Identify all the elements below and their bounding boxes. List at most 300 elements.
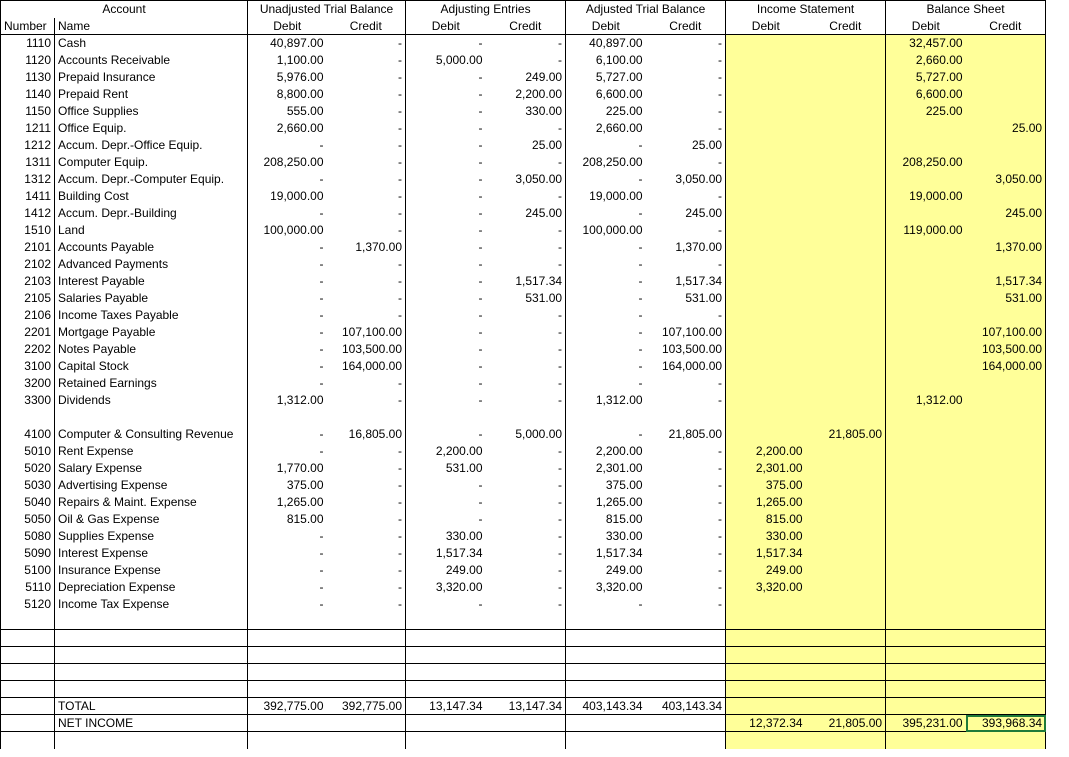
utb-debit-cell[interactable]: 1,770.00 [276, 461, 324, 475]
adj-credit-cell[interactable]: - [486, 120, 566, 137]
atb-credit-cell[interactable]: 164,000.00 [646, 358, 726, 375]
account-name-cell[interactable]: Accounts Receivable [55, 52, 248, 69]
adj-debit-cell[interactable]: - [478, 376, 483, 390]
account-number-cell[interactable]: 1411 [1, 188, 55, 205]
adj-credit-cell[interactable] [486, 715, 566, 732]
adj-credit-cell[interactable] [486, 630, 566, 647]
utb-debit-cell[interactable]: - [319, 172, 324, 186]
adj-credit-cell[interactable]: - [486, 154, 566, 171]
adj-debit-cell[interactable]: - [478, 325, 483, 339]
account-number-cell[interactable]: 1130 [1, 69, 55, 86]
adj-debit-cell[interactable]: 330.00 [445, 529, 483, 543]
utb-debit-cell[interactable] [248, 681, 327, 698]
atb-credit-cell[interactable]: - [646, 511, 726, 528]
bs-credit-cell[interactable] [966, 69, 1046, 86]
utb-credit-cell[interactable]: - [327, 528, 406, 545]
adj-credit-cell[interactable]: 3,050.00 [486, 171, 566, 188]
adj-credit-cell[interactable]: - [486, 443, 566, 460]
bs-debit-cell[interactable]: 208,250.00 [886, 154, 966, 171]
header-is-debit[interactable]: Debit [726, 18, 806, 35]
account-number-cell[interactable]: 5080 [1, 528, 55, 545]
adj-credit-cell[interactable]: 1,517.34 [486, 273, 566, 290]
header-adj-debit[interactable]: Debit [406, 18, 486, 35]
bs-credit-cell[interactable] [966, 86, 1046, 103]
utb-debit-cell[interactable]: 19,000.00 [270, 189, 324, 203]
account-name-cell[interactable]: Advertising Expense [55, 477, 248, 494]
adj-debit-cell[interactable]: 13,147.34 [406, 698, 486, 715]
account-number-cell[interactable]: 3300 [1, 392, 55, 409]
bs-credit-cell[interactable] [966, 545, 1046, 562]
atb-debit-cell[interactable] [566, 681, 646, 698]
utb-credit-cell[interactable]: - [327, 460, 406, 477]
bs-debit-cell[interactable] [886, 647, 966, 664]
is-debit-cell[interactable] [726, 86, 806, 103]
atb-debit-cell[interactable]: - [638, 274, 643, 288]
is-debit-cell[interactable] [726, 103, 806, 120]
adj-credit-cell[interactable]: - [486, 324, 566, 341]
atb-credit-cell[interactable]: - [646, 256, 726, 273]
atb-credit-cell[interactable]: - [646, 494, 726, 511]
account-number-cell[interactable] [1, 732, 55, 749]
adj-credit-cell[interactable]: - [486, 358, 566, 375]
total-label[interactable]: TOTAL [55, 698, 248, 715]
adj-credit-cell[interactable]: 5,000.00 [486, 426, 566, 443]
adj-credit-cell[interactable] [486, 681, 566, 698]
bs-debit-cell[interactable]: 5,727.00 [886, 69, 966, 86]
bs-credit-cell[interactable] [966, 137, 1046, 154]
is-debit-cell[interactable] [726, 596, 806, 613]
atb-debit-cell[interactable] [566, 732, 646, 749]
account-number-cell[interactable] [1, 715, 55, 732]
header-adj-credit[interactable]: Credit [486, 18, 566, 35]
account-number-cell[interactable]: 1150 [1, 103, 55, 120]
adj-credit-cell[interactable]: - [486, 375, 566, 392]
utb-credit-cell[interactable]: - [327, 307, 406, 324]
account-number-cell[interactable]: 5030 [1, 477, 55, 494]
atb-debit-cell[interactable]: - [638, 291, 643, 305]
adj-credit-cell[interactable]: - [486, 528, 566, 545]
adj-debit-cell[interactable] [406, 613, 486, 630]
account-number-cell[interactable]: 1212 [1, 137, 55, 154]
is-credit-cell[interactable] [806, 154, 886, 171]
atb-debit-cell[interactable]: 208,250.00 [582, 155, 643, 169]
is-credit-cell[interactable] [806, 698, 886, 715]
bs-credit-cell[interactable] [966, 579, 1046, 596]
utb-debit-cell[interactable]: - [319, 580, 324, 594]
is-credit-cell[interactable] [806, 732, 886, 749]
atb-debit-cell[interactable]: - [638, 325, 643, 339]
is-debit-cell[interactable] [726, 409, 806, 426]
is-credit-cell[interactable] [806, 647, 886, 664]
bs-debit-cell[interactable] [886, 443, 966, 460]
is-debit-cell[interactable] [726, 205, 806, 222]
adj-credit-cell[interactable] [486, 613, 566, 630]
bs-debit-cell[interactable]: 119,000.00 [886, 222, 966, 239]
is-credit-cell[interactable] [806, 358, 886, 375]
account-name-cell[interactable]: Advanced Payments [55, 256, 248, 273]
utb-credit-cell[interactable]: - [327, 103, 406, 120]
bs-credit-cell[interactable]: 107,100.00 [966, 324, 1046, 341]
utb-debit-cell[interactable]: 8,800.00 [276, 87, 324, 101]
account-number-cell[interactable]: 5100 [1, 562, 55, 579]
adj-debit-cell[interactable]: - [478, 291, 483, 305]
is-debit-cell[interactable] [726, 154, 806, 171]
adj-credit-cell[interactable]: - [486, 239, 566, 256]
utb-credit-cell[interactable] [327, 409, 406, 426]
atb-debit-cell[interactable]: 1,312.00 [595, 393, 643, 407]
account-name-cell[interactable]: Cash [55, 35, 248, 52]
account-number-cell[interactable] [1, 409, 55, 426]
is-credit-cell[interactable] [806, 86, 886, 103]
header-balance-sheet[interactable]: Balance Sheet [886, 1, 1046, 18]
header-utb-debit[interactable]: Debit [248, 18, 327, 35]
atb-credit-cell[interactable]: - [646, 35, 726, 52]
utb-debit-cell[interactable] [248, 409, 327, 426]
bs-debit-cell[interactable] [886, 562, 966, 579]
atb-credit-cell[interactable]: - [646, 477, 726, 494]
header-number[interactable]: Number [1, 18, 55, 35]
utb-credit-cell[interactable] [327, 613, 406, 630]
utb-credit-cell[interactable] [327, 732, 406, 749]
atb-debit-cell[interactable]: 403,143.34 [566, 698, 646, 715]
adj-credit-cell[interactable]: 330.00 [486, 103, 566, 120]
is-debit-cell[interactable] [726, 358, 806, 375]
account-name-cell[interactable]: Capital Stock [55, 358, 248, 375]
account-name-cell[interactable]: Salaries Payable [55, 290, 248, 307]
adj-debit-cell[interactable]: - [478, 495, 483, 509]
account-name-cell[interactable]: Notes Payable [55, 341, 248, 358]
adj-credit-cell[interactable] [486, 732, 566, 749]
adj-debit-cell[interactable]: - [478, 206, 483, 220]
account-name-cell[interactable]: Prepaid Insurance [55, 69, 248, 86]
bs-debit-cell[interactable]: 19,000.00 [886, 188, 966, 205]
bs-debit-cell[interactable] [886, 290, 966, 307]
is-credit-cell[interactable] [806, 137, 886, 154]
utb-debit-cell[interactable] [248, 715, 327, 732]
header-account[interactable]: Account [1, 1, 248, 18]
bs-debit-cell[interactable] [886, 358, 966, 375]
is-credit-cell[interactable] [806, 52, 886, 69]
account-number-cell[interactable] [1, 630, 55, 647]
bs-credit-cell[interactable] [966, 528, 1046, 545]
bs-credit-cell[interactable] [966, 103, 1046, 120]
is-debit-cell[interactable] [726, 188, 806, 205]
is-credit-cell[interactable] [806, 528, 886, 545]
bs-debit-cell[interactable] [886, 681, 966, 698]
atb-debit-cell[interactable] [566, 664, 646, 681]
account-number-cell[interactable]: 1120 [1, 52, 55, 69]
atb-credit-cell[interactable]: - [646, 307, 726, 324]
adj-debit-cell[interactable]: - [478, 308, 483, 322]
utb-credit-cell[interactable]: - [327, 562, 406, 579]
utb-credit-cell[interactable]: - [327, 120, 406, 137]
atb-debit-cell[interactable] [566, 630, 646, 647]
atb-debit-cell[interactable]: 225.00 [605, 104, 643, 118]
bs-credit-cell[interactable] [966, 35, 1046, 52]
is-credit-cell[interactable] [806, 103, 886, 120]
is-credit-cell[interactable] [806, 324, 886, 341]
bs-debit-cell[interactable] [886, 256, 966, 273]
is-debit-cell[interactable] [726, 171, 806, 188]
is-credit-cell[interactable] [806, 120, 886, 137]
atb-credit-cell[interactable]: - [646, 222, 726, 239]
adj-credit-cell[interactable] [486, 647, 566, 664]
utb-debit-cell[interactable]: 1,312.00 [276, 393, 324, 407]
is-credit-cell[interactable] [806, 222, 886, 239]
adj-credit-cell[interactable]: - [486, 494, 566, 511]
utb-debit-cell[interactable]: 2,660.00 [276, 121, 324, 135]
is-credit-cell[interactable] [806, 375, 886, 392]
utb-debit-cell[interactable] [248, 630, 327, 647]
is-debit-cell[interactable] [726, 698, 806, 715]
adj-credit-cell[interactable]: - [486, 188, 566, 205]
account-number-cell[interactable]: 2202 [1, 341, 55, 358]
is-credit-cell[interactable] [806, 35, 886, 52]
utb-debit-cell[interactable]: - [319, 376, 324, 390]
bs-debit-cell[interactable]: 395,231.00 [886, 715, 966, 732]
adj-debit-cell[interactable] [406, 647, 486, 664]
atb-credit-cell[interactable]: - [646, 188, 726, 205]
header-bs-credit[interactable]: Credit [966, 18, 1046, 35]
bs-credit-cell[interactable]: 103,500.00 [966, 341, 1046, 358]
bs-credit-cell[interactable] [966, 630, 1046, 647]
account-number-cell[interactable]: 5010 [1, 443, 55, 460]
account-name-cell[interactable] [55, 409, 248, 426]
account-name-cell[interactable]: Prepaid Rent [55, 86, 248, 103]
account-name-cell[interactable]: Computer Equip. [55, 154, 248, 171]
bs-credit-cell[interactable] [966, 426, 1046, 443]
atb-debit-cell[interactable] [566, 647, 646, 664]
is-credit-cell[interactable] [806, 613, 886, 630]
atb-credit-cell[interactable]: 531.00 [646, 290, 726, 307]
is-debit-cell[interactable]: 2,301.00 [726, 460, 806, 477]
is-credit-cell[interactable] [806, 239, 886, 256]
is-credit-cell[interactable] [806, 409, 886, 426]
atb-credit-cell[interactable]: 403,143.34 [646, 698, 726, 715]
header-unadjusted-trial-balance[interactable]: Unadjusted Trial Balance [248, 1, 406, 18]
atb-credit-cell[interactable]: 103,500.00 [646, 341, 726, 358]
utb-debit-cell[interactable]: 100,000.00 [263, 223, 324, 237]
utb-debit-cell[interactable]: - [319, 597, 324, 611]
utb-credit-cell[interactable] [327, 664, 406, 681]
bs-debit-cell[interactable] [886, 324, 966, 341]
atb-debit-cell[interactable]: - [638, 138, 643, 152]
atb-debit-cell[interactable]: 815.00 [605, 512, 643, 526]
adj-debit-cell[interactable]: - [478, 87, 483, 101]
adj-credit-cell[interactable] [486, 664, 566, 681]
is-debit-cell[interactable] [726, 256, 806, 273]
atb-credit-cell[interactable]: - [646, 528, 726, 545]
bs-debit-cell[interactable] [886, 205, 966, 222]
account-number-cell[interactable]: 5110 [1, 579, 55, 596]
account-number-cell[interactable]: 2106 [1, 307, 55, 324]
atb-credit-cell[interactable]: - [646, 392, 726, 409]
atb-debit-cell[interactable]: 2,660.00 [595, 121, 643, 135]
header-bs-debit[interactable]: Debit [886, 18, 966, 35]
is-credit-cell[interactable] [806, 477, 886, 494]
account-number-cell[interactable]: 5090 [1, 545, 55, 562]
adj-debit-cell[interactable]: 5,000.00 [435, 53, 483, 67]
utb-debit-cell[interactable]: 375.00 [286, 478, 324, 492]
adj-debit-cell[interactable]: - [478, 70, 483, 84]
is-debit-cell[interactable] [726, 307, 806, 324]
bs-credit-cell[interactable] [966, 222, 1046, 239]
is-debit-cell[interactable] [726, 375, 806, 392]
account-name-cell[interactable] [55, 647, 248, 664]
utb-debit-cell[interactable]: 555.00 [286, 104, 324, 118]
header-name[interactable]: Name [55, 18, 248, 35]
utb-credit-cell[interactable]: - [327, 443, 406, 460]
account-name-cell[interactable]: Depreciation Expense [55, 579, 248, 596]
is-debit-cell[interactable] [726, 341, 806, 358]
utb-credit-cell[interactable]: - [327, 154, 406, 171]
utb-debit-cell[interactable]: - [319, 359, 324, 373]
adj-credit-cell[interactable]: - [486, 392, 566, 409]
utb-debit-cell[interactable]: - [319, 138, 324, 152]
adj-debit-cell[interactable] [406, 715, 486, 732]
utb-debit-cell[interactable]: - [319, 529, 324, 543]
is-debit-cell[interactable] [726, 35, 806, 52]
is-debit-cell[interactable] [726, 239, 806, 256]
account-name-cell[interactable]: Accum. Depr.-Building [55, 205, 248, 222]
atb-credit-cell[interactable]: 107,100.00 [646, 324, 726, 341]
utb-debit-cell[interactable]: - [319, 444, 324, 458]
adj-debit-cell[interactable]: 1,517.34 [435, 546, 483, 560]
account-number-cell[interactable] [1, 681, 55, 698]
utb-credit-cell[interactable]: - [327, 375, 406, 392]
bs-credit-cell[interactable] [966, 596, 1046, 613]
atb-credit-cell[interactable] [646, 715, 726, 732]
is-credit-cell[interactable] [806, 290, 886, 307]
bs-credit-cell[interactable]: 3,050.00 [966, 171, 1046, 188]
atb-credit-cell[interactable]: 1,517.34 [646, 273, 726, 290]
account-number-cell[interactable]: 2105 [1, 290, 55, 307]
utb-debit-cell[interactable]: 815.00 [286, 512, 324, 526]
account-name-cell[interactable] [55, 664, 248, 681]
utb-debit-cell[interactable] [248, 613, 327, 630]
account-name-cell[interactable]: Computer & Consulting Revenue [55, 426, 248, 443]
atb-credit-cell[interactable]: - [646, 460, 726, 477]
is-credit-cell[interactable] [806, 562, 886, 579]
utb-debit-cell[interactable]: - [319, 308, 324, 322]
account-number-cell[interactable]: 5120 [1, 596, 55, 613]
adj-debit-cell[interactable]: - [478, 36, 483, 51]
bs-credit-cell[interactable]: 164,000.00 [966, 358, 1046, 375]
utb-credit-cell[interactable]: - [327, 188, 406, 205]
account-name-cell[interactable]: Supplies Expense [55, 528, 248, 545]
is-credit-cell[interactable] [806, 664, 886, 681]
utb-credit-cell[interactable] [327, 647, 406, 664]
atb-credit-cell[interactable]: - [646, 154, 726, 171]
adj-debit-cell[interactable]: - [478, 427, 483, 441]
utb-credit-cell[interactable]: - [327, 392, 406, 409]
adj-credit-cell[interactable]: 13,147.34 [486, 698, 566, 715]
utb-debit-cell[interactable]: - [319, 257, 324, 271]
bs-debit-cell[interactable]: 6,600.00 [886, 86, 966, 103]
atb-credit-cell[interactable]: 245.00 [646, 205, 726, 222]
account-number-cell[interactable]: 2201 [1, 324, 55, 341]
is-debit-cell[interactable]: 1,265.00 [726, 494, 806, 511]
atb-debit-cell[interactable]: - [638, 597, 643, 611]
account-name-cell[interactable]: Insurance Expense [55, 562, 248, 579]
utb-credit-cell[interactable]: 16,805.00 [327, 426, 406, 443]
utb-debit-cell[interactable]: - [319, 342, 324, 356]
adj-debit-cell[interactable]: - [478, 138, 483, 152]
is-debit-cell[interactable] [726, 664, 806, 681]
atb-credit-cell[interactable] [646, 681, 726, 698]
account-name-cell[interactable]: Repairs & Maint. Expense [55, 494, 248, 511]
utb-credit-cell[interactable] [327, 630, 406, 647]
bs-credit-cell[interactable] [966, 256, 1046, 273]
utb-credit-cell[interactable]: 1,370.00 [327, 239, 406, 256]
bs-debit-cell[interactable] [886, 698, 966, 715]
bs-credit-cell[interactable] [966, 732, 1046, 749]
utb-debit-cell[interactable]: - [319, 325, 324, 339]
is-debit-cell[interactable]: 815.00 [726, 511, 806, 528]
atb-debit-cell[interactable]: 249.00 [605, 563, 643, 577]
is-credit-cell[interactable] [806, 341, 886, 358]
adj-debit-cell[interactable]: 531.00 [445, 461, 483, 475]
account-name-cell[interactable]: Rent Expense [55, 443, 248, 460]
account-number-cell[interactable] [1, 647, 55, 664]
bs-debit-cell[interactable] [886, 545, 966, 562]
atb-debit-cell[interactable]: - [638, 342, 643, 356]
utb-credit-cell[interactable]: - [327, 494, 406, 511]
bs-debit-cell[interactable] [886, 613, 966, 630]
utb-credit-cell[interactable]: - [327, 290, 406, 307]
adj-debit-cell[interactable]: - [478, 274, 483, 288]
account-number-cell[interactable]: 2103 [1, 273, 55, 290]
atb-credit-cell[interactable]: - [646, 545, 726, 562]
account-number-cell[interactable] [1, 664, 55, 681]
is-debit-cell[interactable] [726, 392, 806, 409]
bs-credit-cell[interactable] [966, 562, 1046, 579]
atb-credit-cell[interactable]: 21,805.00 [646, 426, 726, 443]
bs-credit-cell[interactable] [966, 409, 1046, 426]
is-debit-cell[interactable]: 2,200.00 [726, 443, 806, 460]
adj-credit-cell[interactable]: - [486, 596, 566, 613]
adj-debit-cell[interactable]: - [478, 223, 483, 237]
header-adjusting-entries[interactable]: Adjusting Entries [406, 1, 566, 18]
utb-credit-cell[interactable] [327, 681, 406, 698]
utb-credit-cell[interactable]: - [327, 35, 406, 52]
bs-debit-cell[interactable] [886, 409, 966, 426]
bs-debit-cell[interactable] [886, 579, 966, 596]
net-income-label[interactable]: NET INCOME [55, 715, 248, 732]
account-name-cell[interactable]: Building Cost [55, 188, 248, 205]
is-debit-cell[interactable] [726, 630, 806, 647]
account-name-cell[interactable] [55, 630, 248, 647]
is-credit-cell[interactable] [806, 273, 886, 290]
bs-debit-cell[interactable] [886, 460, 966, 477]
atb-debit-cell[interactable]: - [638, 172, 643, 186]
adj-credit-cell[interactable] [486, 409, 566, 426]
adj-credit-cell[interactable]: - [486, 477, 566, 494]
utb-debit-cell[interactable]: - [319, 240, 324, 254]
is-credit-cell[interactable] [806, 579, 886, 596]
utb-debit-cell[interactable] [248, 664, 327, 681]
is-debit-cell[interactable] [726, 120, 806, 137]
utb-credit-cell[interactable]: - [327, 205, 406, 222]
bs-credit-cell[interactable] [966, 511, 1046, 528]
account-name-cell[interactable]: Mortgage Payable [55, 324, 248, 341]
adj-debit-cell[interactable]: - [478, 155, 483, 169]
bs-credit-cell[interactable] [966, 188, 1046, 205]
utb-debit-cell[interactable]: - [319, 206, 324, 220]
atb-credit-cell[interactable]: - [646, 596, 726, 613]
utb-debit-cell[interactable]: - [319, 563, 324, 577]
adj-debit-cell[interactable]: 249.00 [445, 563, 483, 577]
